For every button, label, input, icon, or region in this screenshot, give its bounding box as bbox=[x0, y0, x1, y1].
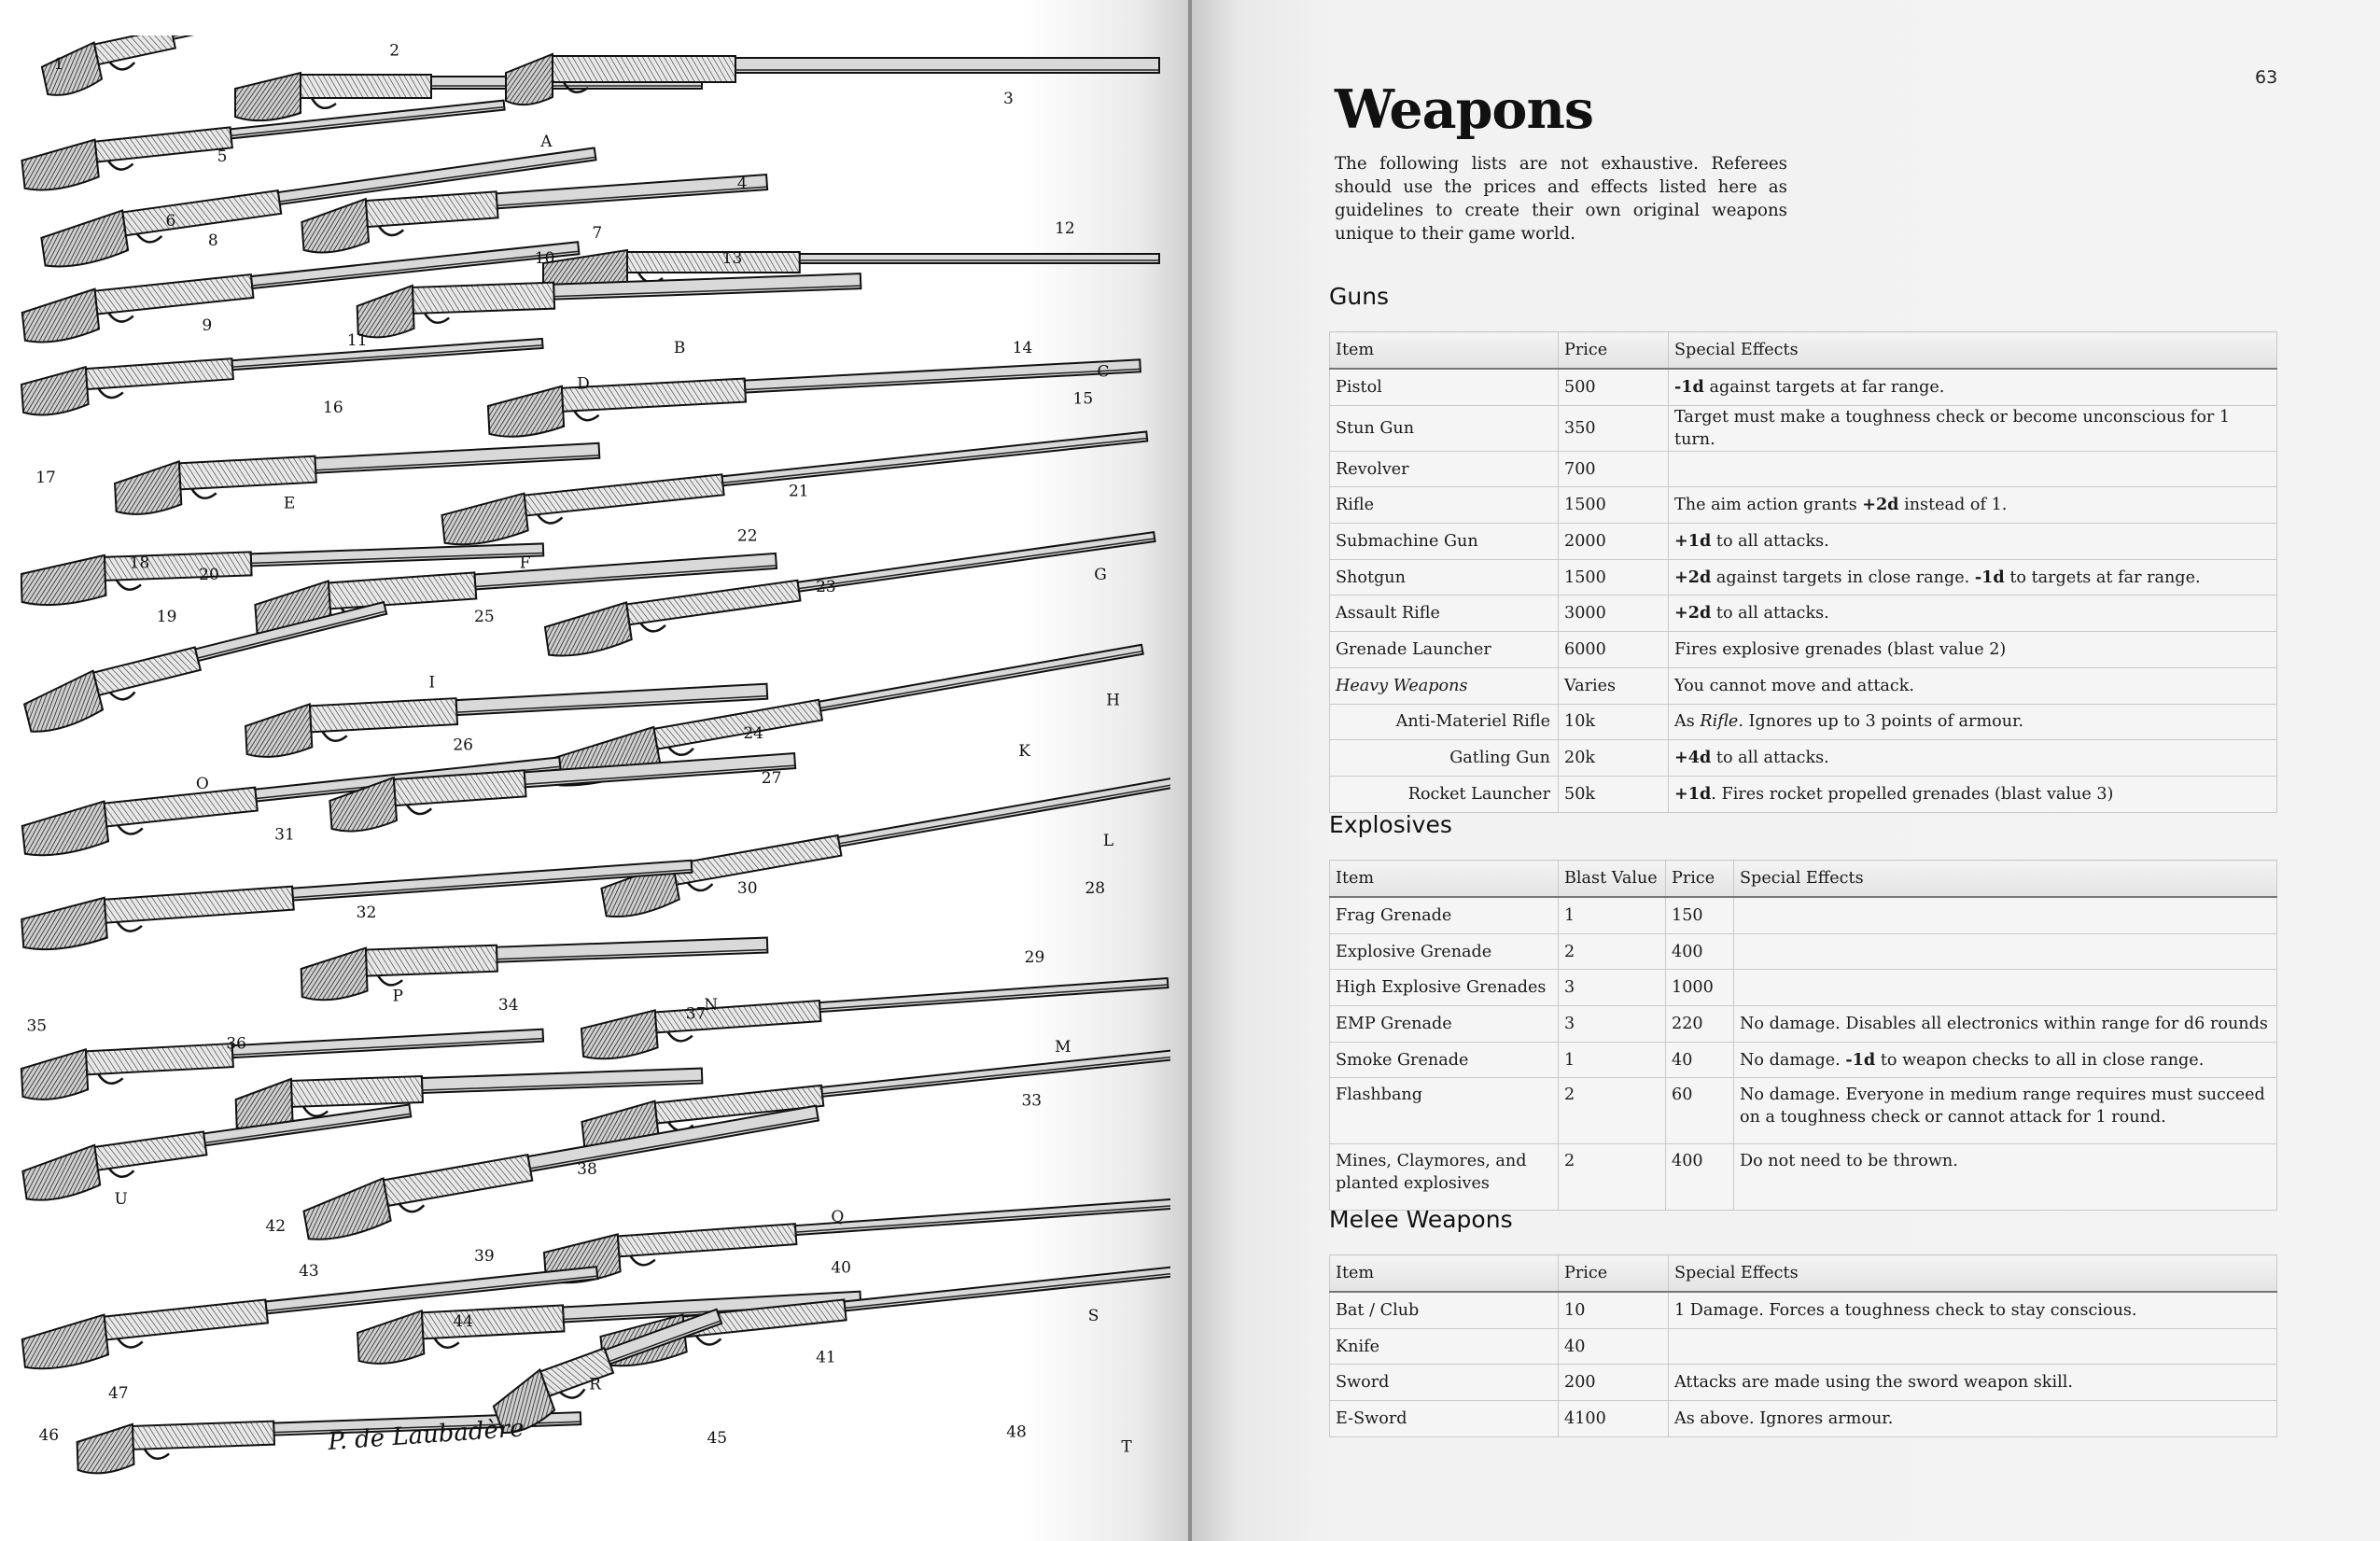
item-cell: Mines, Claymores, and planted explosives bbox=[1330, 1144, 1559, 1211]
table-row bbox=[1330, 405, 2277, 451]
plate-figure-number: 38 bbox=[577, 1160, 597, 1179]
effect-cell bbox=[1669, 776, 2277, 812]
item-cell: Rocket Launcher bbox=[1330, 776, 1559, 812]
item-cell: Smoke Grenade bbox=[1330, 1042, 1559, 1078]
effect-text: to all attacks. bbox=[1711, 749, 1829, 768]
dice-modifier: +2d bbox=[1862, 495, 1899, 515]
plate-figure-number: 12 bbox=[1055, 219, 1075, 238]
column-header-effects: Special Effects bbox=[1669, 332, 2277, 370]
effect-cell bbox=[1669, 740, 2277, 777]
firearm-illustration bbox=[301, 1102, 824, 1243]
table-row bbox=[1330, 524, 2277, 560]
effect-cell bbox=[1669, 595, 2277, 632]
price-cell: 2000 bbox=[1559, 524, 1669, 560]
column-header-blast-value: Blast Value bbox=[1559, 861, 1666, 898]
dice-modifier: +1d bbox=[1674, 783, 1712, 804]
plate-figure-number: 6 bbox=[165, 212, 176, 231]
plate-figure-number: 34 bbox=[497, 996, 519, 1015]
plate-figure-number: 42 bbox=[265, 1216, 287, 1236]
table-row bbox=[1330, 1292, 2277, 1328]
plate-figure-number: 48 bbox=[1006, 1422, 1027, 1442]
effect-cell: No damage. Everyone in medium range requires must succeed on a toughness check or cannot attack for 1 round. bbox=[1734, 1078, 2277, 1144]
item-cell: Pistol bbox=[1330, 369, 1559, 405]
effect-cell: 1 Damage. Forces a toughness check to stay conscious. bbox=[1669, 1292, 2277, 1328]
price-cell: 20k bbox=[1559, 740, 1669, 777]
dice-modifier: -1d bbox=[1845, 1049, 1876, 1070]
plate-figure-letter: T bbox=[1121, 1437, 1132, 1457]
price-cell: 1500 bbox=[1559, 559, 1669, 595]
effect-cell: Target must make a toughness check or become unconscious for 1 turn. bbox=[1669, 405, 2277, 451]
column-header-price: Price bbox=[1559, 1255, 1669, 1293]
table-row bbox=[1330, 451, 2277, 487]
table-row bbox=[1330, 632, 2277, 668]
price-cell: 200 bbox=[1559, 1365, 1669, 1401]
firearm-illustration bbox=[543, 528, 1159, 659]
plate-figure-number: 1 bbox=[53, 55, 64, 74]
item-cell: Submachine Gun bbox=[1330, 524, 1559, 560]
plate-figure-letter: I bbox=[428, 673, 436, 693]
item-cell: Gatling Gun bbox=[1330, 740, 1559, 777]
plate-figure-number: 3 bbox=[1003, 89, 1014, 108]
plate-figure-letter: M bbox=[1055, 1037, 1071, 1057]
plate-figure-number: 22 bbox=[736, 526, 758, 546]
plate-figure-number: 44 bbox=[453, 1312, 473, 1332]
effect-cell bbox=[1669, 524, 2277, 560]
price-cell: 400 bbox=[1666, 933, 1734, 970]
table-row bbox=[1330, 1328, 2277, 1365]
table-row bbox=[1330, 933, 2277, 970]
effect-cell bbox=[1669, 704, 2277, 740]
plate-figure-number: 43 bbox=[299, 1261, 319, 1281]
plate-figure-number: 33 bbox=[1021, 1091, 1043, 1111]
effect-cell bbox=[1669, 559, 2277, 595]
table-row bbox=[1330, 369, 2277, 405]
blast-cell: 2 bbox=[1559, 1144, 1666, 1211]
dice-modifier: -1d bbox=[1674, 376, 1704, 397]
plate-figure-number: 32 bbox=[356, 903, 377, 922]
plate-figure-number: 40 bbox=[831, 1258, 851, 1278]
plate-figure-number: 14 bbox=[1012, 339, 1033, 357]
table-row bbox=[1330, 897, 2277, 933]
firearm-illustration bbox=[506, 54, 1159, 105]
plate-figure-letter: S bbox=[1087, 1306, 1099, 1325]
effect-cell bbox=[1669, 1328, 2277, 1365]
effect-text: to weapon checks to all in close range. bbox=[1875, 1050, 2205, 1070]
plate-figure-number: 9 bbox=[202, 316, 213, 335]
plate-figure-number: 45 bbox=[707, 1429, 728, 1448]
plate-figure-number: 29 bbox=[1024, 947, 1045, 967]
guns-heading: Guns bbox=[1329, 283, 1390, 310]
item-cell: Revolver bbox=[1330, 451, 1559, 487]
firearm-illustration bbox=[21, 1101, 415, 1203]
item-cell: E-Sword bbox=[1330, 1401, 1559, 1437]
price-cell: 60 bbox=[1666, 1078, 1734, 1144]
plate-figure-letter: Q bbox=[831, 1208, 845, 1227]
effect-cell: Attacks are made using the sword weapon skill. bbox=[1669, 1365, 2277, 1401]
blast-cell: 2 bbox=[1559, 933, 1666, 970]
effect-cell: No damage. Disables all electronics within range for d6 rounds bbox=[1734, 1006, 2277, 1043]
plate-figure-number: 21 bbox=[788, 482, 809, 501]
price-cell: 150 bbox=[1666, 897, 1734, 933]
item-cell: Rifle bbox=[1330, 487, 1559, 524]
plate-figure-letter: K bbox=[1018, 742, 1030, 761]
table-row bbox=[1330, 970, 2277, 1006]
plate-figure-number: 15 bbox=[1072, 389, 1094, 409]
price-cell: 500 bbox=[1559, 369, 1669, 405]
item-cell: Shotgun bbox=[1330, 559, 1559, 595]
effect-text: . Ignores up to 3 points of armour. bbox=[1738, 712, 2024, 732]
price-cell: 1000 bbox=[1666, 970, 1734, 1006]
effect-cell bbox=[1734, 1042, 2277, 1078]
price-cell: 350 bbox=[1559, 405, 1669, 451]
dice-modifier: +2d bbox=[1674, 603, 1712, 623]
effect-text: against targets at far range. bbox=[1703, 377, 1945, 397]
price-cell: 4100 bbox=[1559, 1401, 1669, 1437]
column-header-price: Price bbox=[1666, 861, 1734, 898]
effect-cell: You cannot move and attack. bbox=[1669, 667, 2277, 704]
plate-figure-letter: C bbox=[1097, 362, 1110, 382]
effect-reference: Rifle bbox=[1700, 712, 1739, 732]
item-cell: Frag Grenade bbox=[1330, 897, 1559, 933]
plate-figure-letter: F bbox=[519, 553, 531, 573]
effect-cell: Fires explosive grenades (blast value 2) bbox=[1669, 632, 2277, 668]
item-cell: EMP Grenade bbox=[1330, 1006, 1559, 1043]
table-row bbox=[1330, 704, 2277, 740]
dice-modifier: -1d bbox=[1974, 567, 2005, 587]
plate-figure-number: 20 bbox=[199, 566, 219, 585]
effect-cell bbox=[1734, 933, 2277, 970]
column-header-item: Item bbox=[1330, 861, 1559, 898]
table-row bbox=[1330, 740, 2277, 777]
blast-cell: 3 bbox=[1559, 970, 1666, 1006]
item-cell: Flashbang bbox=[1330, 1078, 1559, 1144]
firearm-illustration bbox=[21, 335, 545, 416]
table-row bbox=[1330, 1144, 2277, 1211]
item-cell: Assault Rifle bbox=[1330, 595, 1559, 632]
effect-text: . Fires rocket propelled grenades (blast value 3) bbox=[1711, 784, 2114, 804]
price-cell: 10 bbox=[1559, 1292, 1669, 1328]
blast-cell: 2 bbox=[1559, 1078, 1666, 1144]
item-cell: Knife bbox=[1330, 1328, 1559, 1365]
firearm-illustration bbox=[487, 356, 1142, 438]
plate-figure-number: 26 bbox=[453, 735, 473, 755]
firearm-illustration bbox=[599, 1263, 1170, 1368]
table-row bbox=[1330, 1042, 2277, 1078]
left-page bbox=[0, 0, 1188, 1541]
table-row bbox=[1330, 559, 2277, 595]
plate-figure-number: 16 bbox=[323, 399, 343, 417]
table-header-row bbox=[1330, 332, 2277, 370]
artist-signature: P. de Laubadère bbox=[327, 1414, 525, 1456]
item-cell: Sword bbox=[1330, 1365, 1559, 1401]
table-row bbox=[1330, 1006, 2277, 1043]
plate-figure-number: 4 bbox=[736, 175, 748, 193]
table-row bbox=[1330, 1365, 2277, 1401]
table-row bbox=[1330, 1078, 2277, 1144]
item-cell: High Explosive Grenades bbox=[1330, 970, 1559, 1006]
table-header-row bbox=[1330, 1255, 2277, 1293]
plate-figure-letter: B bbox=[673, 339, 686, 357]
price-cell: 6000 bbox=[1559, 632, 1669, 668]
engraving-plate bbox=[21, 35, 1170, 1493]
column-header-price: Price bbox=[1559, 332, 1669, 370]
plate-figure-number: 8 bbox=[207, 231, 218, 250]
price-cell: Varies bbox=[1559, 667, 1669, 704]
plate-figure-letter: L bbox=[1102, 832, 1114, 850]
plate-figure-number: 5 bbox=[217, 147, 228, 167]
plate-figure-number: 36 bbox=[226, 1034, 246, 1054]
intro-paragraph: The following lists are not exhaustive. Referees should use the prices and effects listed here as guidelines to create their own original weapons unique to their game world. bbox=[1335, 154, 1787, 244]
item-cell: Stun Gun bbox=[1330, 405, 1559, 451]
item-cell: Explosive Grenade bbox=[1330, 933, 1559, 970]
column-header-effects: Special Effects bbox=[1734, 861, 2277, 898]
plate-figure-number: 25 bbox=[474, 608, 495, 626]
plate-figure-number: 35 bbox=[26, 1016, 48, 1036]
effect-text: to all attacks. bbox=[1711, 604, 1829, 623]
price-cell: 220 bbox=[1666, 1006, 1734, 1043]
effect-cell bbox=[1669, 487, 2277, 524]
item-cell: Heavy Weapons bbox=[1330, 667, 1559, 704]
blast-cell: 1 bbox=[1559, 1042, 1666, 1078]
melee-heading: Melee Weapons bbox=[1329, 1206, 1513, 1233]
plate-figure-letter: E bbox=[283, 494, 296, 513]
plate-figure-number: 11 bbox=[346, 331, 368, 350]
table-row bbox=[1330, 487, 2277, 524]
plate-figure-number: 7 bbox=[592, 223, 603, 243]
column-header-item: Item bbox=[1330, 1255, 1559, 1293]
column-header-item: Item bbox=[1330, 332, 1559, 370]
firearm-illustration bbox=[543, 1196, 1170, 1284]
melee-table bbox=[1329, 1254, 2277, 1437]
plate-figure-number: 27 bbox=[761, 768, 782, 788]
effect-cell: Do not need to be thrown. bbox=[1734, 1144, 2277, 1211]
blast-cell: 3 bbox=[1559, 1006, 1666, 1043]
dice-modifier: +1d bbox=[1674, 530, 1712, 551]
plate-figure-number: 10 bbox=[534, 249, 555, 268]
price-cell: 400 bbox=[1666, 1144, 1734, 1211]
table-row bbox=[1330, 1401, 2277, 1437]
table-row bbox=[1330, 776, 2277, 812]
table-header-row bbox=[1330, 861, 2277, 898]
plate-figure-number: 24 bbox=[743, 723, 764, 743]
price-cell: 10k bbox=[1559, 704, 1669, 740]
effect-cell bbox=[1669, 451, 2277, 487]
effect-cell bbox=[1734, 897, 2277, 933]
plate-figure-number: 47 bbox=[107, 1384, 129, 1403]
dice-modifier: +4d bbox=[1674, 748, 1712, 768]
effect-text: The aim action grants bbox=[1674, 496, 1863, 515]
price-cell: 700 bbox=[1559, 451, 1669, 487]
item-cell: Anti-Materiel Rifle bbox=[1330, 704, 1559, 740]
guns-table bbox=[1329, 331, 2277, 813]
table-row bbox=[1330, 667, 2277, 704]
weapons-engraving-illustration bbox=[21, 35, 1170, 1493]
effect-cell: As above. Ignores armour. bbox=[1669, 1401, 2277, 1437]
explosives-heading: Explosives bbox=[1329, 811, 1452, 838]
plate-figure-letter: U bbox=[114, 1190, 128, 1209]
effect-text: to targets at far range. bbox=[2004, 567, 2201, 587]
price-cell: 1500 bbox=[1559, 487, 1669, 524]
plate-figure-letter: A bbox=[540, 133, 553, 152]
price-cell: 3000 bbox=[1559, 595, 1669, 632]
plate-figure-number: 30 bbox=[736, 879, 758, 899]
effect-cell bbox=[1734, 970, 2277, 1006]
plate-figure-letter: P bbox=[392, 987, 403, 1006]
plate-figure-number: 31 bbox=[274, 825, 295, 845]
page-title: Weapons bbox=[1335, 78, 1593, 141]
plate-figure-number: 23 bbox=[816, 578, 836, 596]
plate-figure-number: 18 bbox=[129, 553, 150, 573]
price-cell: 40 bbox=[1666, 1042, 1734, 1078]
plate-figure-letter: R bbox=[589, 1375, 601, 1394]
blast-cell: 1 bbox=[1559, 897, 1666, 933]
plate-figure-letter: H bbox=[1106, 691, 1120, 710]
plate-figure-number: 17 bbox=[35, 469, 56, 488]
plate-figure-number: 46 bbox=[38, 1425, 60, 1445]
plate-figure-number: 13 bbox=[721, 249, 743, 268]
price-cell: 40 bbox=[1559, 1328, 1669, 1365]
dice-modifier: +2d bbox=[1674, 567, 1712, 587]
page-number: 63 bbox=[2255, 67, 2278, 88]
firearm-illustration bbox=[581, 974, 1170, 1060]
plate-figure-number: 39 bbox=[474, 1246, 495, 1266]
table-row bbox=[1330, 595, 2277, 632]
firearm-illustration bbox=[301, 934, 769, 1002]
effect-text: As bbox=[1674, 712, 1701, 732]
effect-text: to all attacks. bbox=[1711, 531, 1829, 551]
firearm-illustration bbox=[245, 680, 769, 758]
effect-cell bbox=[1669, 369, 2277, 405]
plate-figure-letter: O bbox=[195, 775, 209, 794]
item-cell: Bat / Club bbox=[1330, 1292, 1559, 1328]
plate-figure-number: 37 bbox=[685, 1004, 707, 1024]
effect-text: instead of 1. bbox=[1898, 496, 2008, 515]
plate-figure-letter: G bbox=[1094, 566, 1107, 585]
plate-figure-number: 41 bbox=[816, 1348, 836, 1367]
effect-text: No damage. bbox=[1740, 1050, 1846, 1070]
effect-text: against targets in close range. bbox=[1711, 567, 1975, 587]
explosives-table bbox=[1329, 860, 2277, 1211]
plate-figure-letter: D bbox=[577, 374, 590, 394]
price-cell: 50k bbox=[1559, 776, 1669, 812]
item-cell: Grenade Launcher bbox=[1330, 632, 1559, 668]
plate-figure-number: 28 bbox=[1085, 879, 1106, 899]
plate-figure-number: 2 bbox=[389, 41, 400, 61]
plate-figure-letter: N bbox=[704, 996, 719, 1015]
plate-figure-number: 19 bbox=[156, 608, 177, 626]
column-header-effects: Special Effects bbox=[1669, 1255, 2277, 1293]
